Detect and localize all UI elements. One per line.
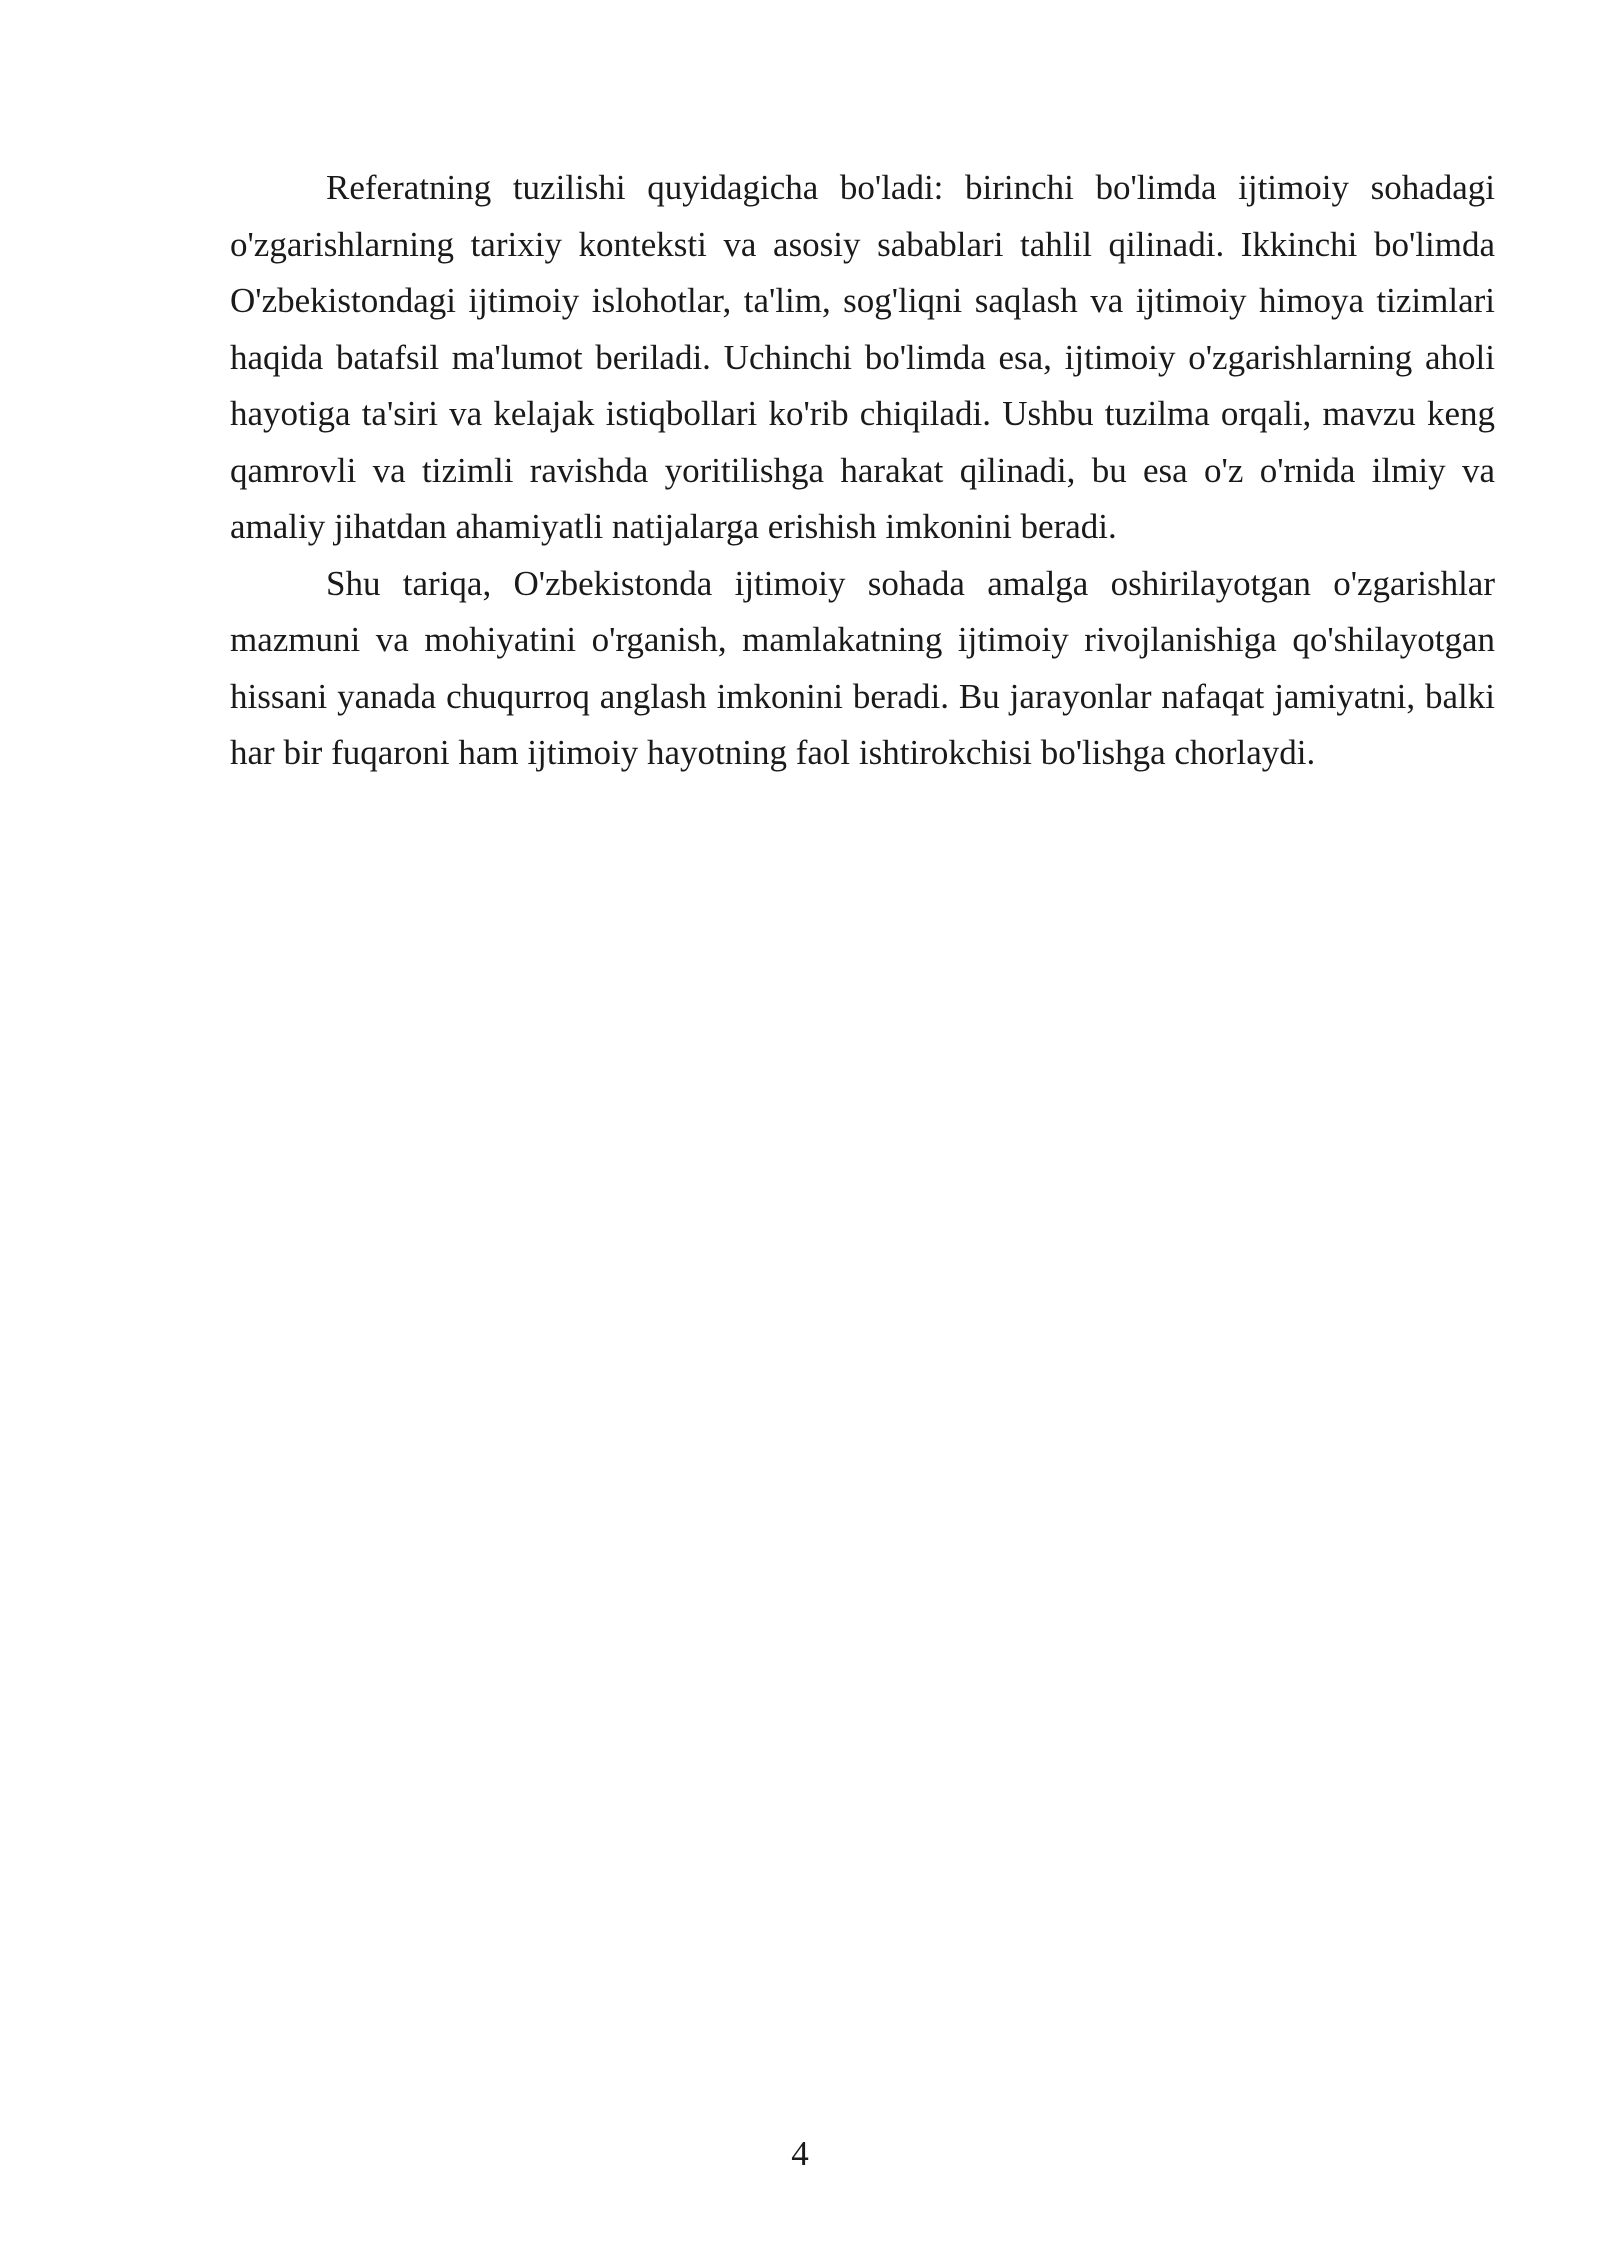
page-number: 4 [791,2134,809,2173]
paragraph-conclusion: Shu tariqa, O'zbekistonda ijtimoiy sohada amalga oshirilayotgan o'zgarishlar mazmuni va mohiyatini o'rganish, mamlakatning ijtimoiy rivojlanishiga qo'shilayotgan hissani yanada chuqurroq anglash imkonini beradi. Bu jarayonlar nafaqat jamiyatni, balki har bir fuqaroni ham ijtimoiy hayotning faol ishtirokchisi bo'lishga chorlaydi. [230,563,1495,772]
document-body [230,160,1495,782]
paragraph-structure: Referatning tuzilishi quyidagicha bo'ladi: birinchi bo'limda ijtimoiy sohadagi o'zgarishlarning tarixiy konteksti va asosiy sabablari tahlil qilinadi. Ikkinchi bo'limda O'zbekistondagi ijtimoiy islohotlar, ta'lim, sog'liqni saqlash va ijtimoiy himoya tizimlari haqida batafsil ma'lumot beriladi. Uchinchi bo'limda esa, ijtimoiy o'zgarishlarning aholi hayotiga ta'siri va kelajak istiqbollari ko'rib chiqiladi. Ushbu tuzilma orqali, mavzu keng qamrovli va tizimli ravishda yoritilishga harakat qilinadi, bu esa o'z o'rnida ilmiy va amaliy jihatdan ahamiyatli natijalarga erishish imkonini beradi. [230,168,1495,546]
